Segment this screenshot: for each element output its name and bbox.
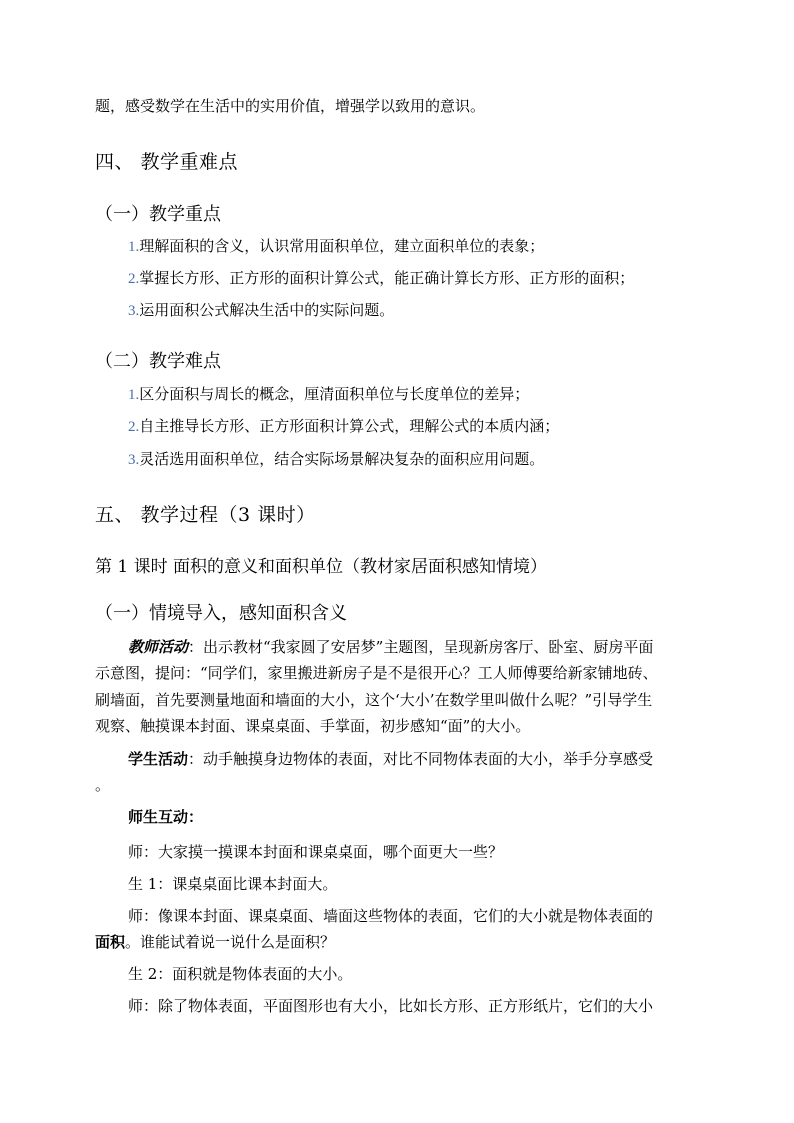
dialog-line-1: 师：大家摸一摸课本封面和课桌桌面，哪个面更大一些？ bbox=[128, 843, 504, 861]
list-number: 2. bbox=[128, 271, 140, 287]
dialog-line-3: 生 2：面积就是物体表面的大小。 bbox=[128, 965, 353, 983]
list-number: 1. bbox=[128, 239, 140, 255]
teacher-activity-line-4: 观察、触摸课本封面、课桌桌面、手掌面，初步感知“面”的大小。 bbox=[95, 717, 531, 735]
interaction-label: 师生互动： bbox=[128, 808, 204, 826]
student-activity-line-1 bbox=[128, 749, 653, 769]
student-activity-label: 学生活动 bbox=[128, 750, 189, 768]
list-item-text: 自主推导长方形、正方形面积计算公式，理解公式的本质内涵； bbox=[139, 417, 560, 435]
section4-heading: 四、 教学重难点 bbox=[95, 151, 239, 173]
key-points-heading: （一）教学重点 bbox=[95, 204, 221, 225]
hard-item-2 bbox=[128, 416, 559, 437]
list-number: 3. bbox=[128, 303, 140, 319]
lesson1-heading: 第 1 课时 面积的意义和面积单位（教材家居面积感知情境） bbox=[95, 557, 548, 577]
list-item-text: 掌握长方形、正方形的面积计算公式，能正确计算长方形、正方形的面积； bbox=[139, 269, 635, 287]
paragraph-text: ：动手触摸身边物体的表面，对比不同物体表面的大小，举手分享感受 bbox=[188, 750, 654, 768]
key-item-2 bbox=[128, 268, 634, 289]
list-item-text: 灵活选用面积单位，结合实际场景解决复杂的面积应用问题。 bbox=[139, 450, 545, 468]
paragraph-text: 。谁能试着说一说什么是面积？ bbox=[125, 933, 336, 951]
teacher-activity-line-3: 刷墙面，首先要测量地面和墙面的大小，这个‘大小’在数学里叫做什么呢？”引导学生 bbox=[95, 691, 653, 709]
teacher-activity-line-2: 示意图，提问：“同学们，家里搬进新房子是不是很开心？工人师傅要给新家铺地砖、 bbox=[95, 664, 658, 682]
term-area: 面积 bbox=[95, 933, 126, 951]
paragraph-text: ：出示教材“我家圆了安居梦”主题图，呈现新房客厅、卧室、厨房平面 bbox=[188, 638, 654, 656]
dialog-line-4: 师：除了物体表面，平面图形也有大小，比如长方形、正方形纸片，它们的大小 bbox=[128, 997, 654, 1015]
teacher-activity-label: 教师活动 bbox=[128, 638, 189, 656]
dialog-line-2: 生 1：课桌桌面比课本封面大。 bbox=[128, 875, 338, 893]
definition-line-2 bbox=[95, 932, 335, 952]
key-item-1 bbox=[128, 236, 544, 257]
list-number: 2. bbox=[128, 419, 140, 435]
hard-item-3 bbox=[128, 449, 544, 470]
student-activity-line-2: 。 bbox=[95, 776, 111, 794]
difficult-points-heading: （二）教学难点 bbox=[95, 351, 221, 372]
part1-heading: （一）情境导入，感知面积含义 bbox=[95, 603, 347, 624]
definition-line-1: 师：像课本封面、课桌桌面、墙面这些物体的表面，它们的大小就是物体表面的 bbox=[128, 907, 654, 925]
list-item-text: 区分面积与周长的概念，厘清面积单位与长度单位的差异； bbox=[139, 385, 530, 403]
list-number: 1. bbox=[128, 387, 140, 403]
hard-item-1 bbox=[128, 384, 529, 405]
section5-heading: 五、 教学过程（3 课时） bbox=[95, 504, 316, 526]
list-item-text: 理解面积的含义，认识常用面积单位，建立面积单位的表象； bbox=[139, 237, 545, 255]
teacher-activity-line-1 bbox=[128, 637, 653, 657]
list-number: 3. bbox=[128, 452, 140, 468]
list-item-text: 运用面积公式解决生活中的实际问题。 bbox=[139, 301, 395, 319]
intro-line: 题，感受数学在生活中的实用价值，增强学以致用的意识。 bbox=[95, 97, 486, 115]
key-item-3 bbox=[128, 300, 394, 321]
